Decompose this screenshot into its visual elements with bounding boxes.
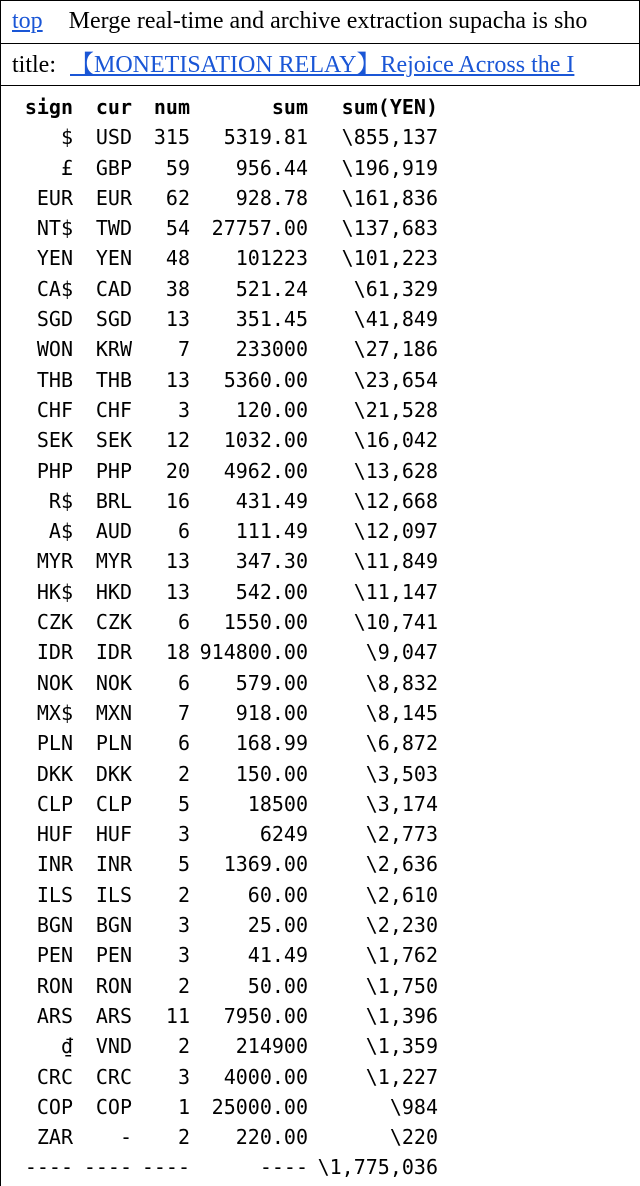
table-row <box>15 486 438 516</box>
table-row <box>15 365 438 395</box>
cell-sign: WON <box>36 337 73 362</box>
cell-num: 5 <box>177 791 190 816</box>
table-header-row <box>15 92 438 122</box>
cell-sum: 25000.00 <box>211 1094 308 1119</box>
cell-sign: EUR <box>36 185 73 210</box>
cell-sum-yen: \21,528 <box>353 397 438 422</box>
cell-cur: - <box>119 1125 132 1150</box>
cell-sign: A$ <box>48 519 73 544</box>
cell-num: 59 <box>165 155 190 180</box>
table-row <box>15 1031 438 1061</box>
cell-sum: 4000.00 <box>223 1064 308 1089</box>
cell-sum: 120.00 <box>235 397 308 422</box>
cell-sum-yen: \220 <box>389 1125 438 1150</box>
cell-cur: SEK <box>95 428 132 453</box>
cell-num: 54 <box>165 216 190 241</box>
cell-sum: 956.44 <box>235 155 308 180</box>
cell-sum: 4962.00 <box>223 458 308 483</box>
cell-num: 3 <box>177 943 190 968</box>
cell-sign: PLN <box>36 731 73 756</box>
table-row <box>15 607 438 637</box>
cell-num: 2 <box>177 973 190 998</box>
cell-sign: INR <box>36 852 73 877</box>
currency-table <box>15 92 438 1183</box>
table-row <box>15 1001 438 1031</box>
cell-cur: GBP <box>95 155 132 180</box>
cell-sum: 150.00 <box>235 761 308 786</box>
cell-cur: VND <box>95 1034 132 1059</box>
table-row <box>15 940 438 970</box>
cell-sum-yen: \855,137 <box>341 125 438 150</box>
cell-sum: 18500 <box>247 791 308 816</box>
cell-cur: BRL <box>95 488 132 513</box>
cell-num: 6 <box>177 731 190 756</box>
cell-cur: CLP <box>95 791 132 816</box>
cell-sum-yen: \11,849 <box>353 549 438 574</box>
cell-sum: 168.99 <box>235 731 308 756</box>
footer-sign: ---- <box>24 1155 73 1180</box>
cell-sum-yen: \1,359 <box>365 1034 438 1059</box>
cell-num: 13 <box>165 307 190 332</box>
cell-sum-yen: \2,230 <box>365 913 438 938</box>
cell-sum-yen: \1,762 <box>365 943 438 968</box>
header-bar <box>0 0 640 43</box>
cell-sign: $ <box>60 125 73 150</box>
table-row <box>15 213 438 243</box>
cell-sum: 431.49 <box>235 488 308 513</box>
cell-cur: AUD <box>95 519 132 544</box>
cell-sign: HK$ <box>36 579 73 604</box>
table-row <box>15 1092 438 1122</box>
table-row <box>15 728 438 758</box>
cell-num: 3 <box>177 913 190 938</box>
table-row <box>15 153 438 183</box>
cell-sum-yen: \196,919 <box>341 155 438 180</box>
col-header-num: num <box>153 95 190 119</box>
col-header-sum: sum <box>271 95 308 119</box>
cell-cur: KRW <box>95 337 132 362</box>
cell-sign: COP <box>36 1094 73 1119</box>
cell-num: 13 <box>165 579 190 604</box>
table-row <box>15 668 438 698</box>
cell-sum-yen: \2,636 <box>365 852 438 877</box>
col-header-cur: cur <box>95 95 132 119</box>
cell-sum-yen: \13,628 <box>353 458 438 483</box>
table-row <box>15 577 438 607</box>
cell-sum-yen: \10,741 <box>353 610 438 635</box>
table-row <box>15 334 438 364</box>
cell-sum: 914800.00 <box>199 640 308 665</box>
cell-num: 20 <box>165 458 190 483</box>
cell-sum-yen: \6,872 <box>365 731 438 756</box>
cell-sum: 579.00 <box>235 670 308 695</box>
table-row <box>15 516 438 546</box>
cell-sum: 214900 <box>235 1034 308 1059</box>
cell-cur: BGN <box>95 913 132 938</box>
cell-num: 2 <box>177 1125 190 1150</box>
cell-sum: 521.24 <box>235 276 308 301</box>
cell-num: 2 <box>177 882 190 907</box>
cell-num: 3 <box>177 822 190 847</box>
cell-sign: RON <box>36 973 73 998</box>
cell-sum-yen: \2,773 <box>365 822 438 847</box>
cell-num: 13 <box>165 549 190 574</box>
cell-cur: HKD <box>95 579 132 604</box>
table-row <box>15 1062 438 1092</box>
cell-cur: DKK <box>95 761 132 786</box>
cell-cur: YEN <box>95 246 132 271</box>
cell-cur: ARS <box>95 1003 132 1028</box>
cell-sum-yen: \41,849 <box>353 307 438 332</box>
cell-num: 12 <box>165 428 190 453</box>
cell-num: 315 <box>153 125 190 150</box>
cell-sum-yen: \12,097 <box>353 519 438 544</box>
cell-num: 6 <box>177 670 190 695</box>
cell-num: 38 <box>165 276 190 301</box>
cell-num: 48 <box>165 246 190 271</box>
cell-cur: SGD <box>95 307 132 332</box>
table-row <box>15 759 438 789</box>
table-footer-row <box>15 1152 438 1182</box>
cell-cur: PEN <box>95 943 132 968</box>
table-row <box>15 819 438 849</box>
cell-sign: MYR <box>36 549 73 574</box>
cell-cur: CRC <box>95 1064 132 1089</box>
cell-sum: 50.00 <box>247 973 308 998</box>
table-row <box>15 395 438 425</box>
cell-num: 7 <box>177 337 190 362</box>
cell-cur: RON <box>95 973 132 998</box>
cell-sign: MX$ <box>36 700 73 725</box>
cell-sum-yen: \11,147 <box>353 579 438 604</box>
title-link[interactable]: 【MONETISATION RELAY】Rejoice Across the I <box>70 52 575 78</box>
cell-sum-yen: \161,836 <box>341 185 438 210</box>
table-row <box>15 274 438 304</box>
cell-num: 7 <box>177 700 190 725</box>
cell-cur: MXN <box>95 700 132 725</box>
cell-sum: 5360.00 <box>223 367 308 392</box>
footer-cur: ---- <box>83 1155 132 1180</box>
cell-sign: ARS <box>36 1003 73 1028</box>
cell-sum-yen: \9,047 <box>365 640 438 665</box>
cell-cur: IDR <box>95 640 132 665</box>
cell-cur: NOK <box>95 670 132 695</box>
cell-sum: 1032.00 <box>223 428 308 453</box>
cell-sign: CLP <box>36 791 73 816</box>
cell-sum-yen: \1,227 <box>365 1064 438 1089</box>
cell-cur: HUF <box>95 822 132 847</box>
top-link[interactable]: top <box>12 8 43 34</box>
cell-sign: CA$ <box>36 276 73 301</box>
cell-sum: 918.00 <box>235 700 308 725</box>
cell-num: 11 <box>165 1003 190 1028</box>
cell-sum-yen: \61,329 <box>353 276 438 301</box>
cell-sum: 101223 <box>235 246 308 271</box>
cell-sum-yen: \101,223 <box>341 246 438 271</box>
table-row <box>15 910 438 940</box>
cell-sum: 7950.00 <box>223 1003 308 1028</box>
col-header-sum-yen: sum(YEN) <box>341 95 438 119</box>
cell-cur: CAD <box>95 276 132 301</box>
cell-cur: INR <box>95 852 132 877</box>
cell-num: 13 <box>165 367 190 392</box>
cell-sum-yen: \3,503 <box>365 761 438 786</box>
cell-sum: 928.78 <box>235 185 308 210</box>
table-row <box>15 243 438 273</box>
title-label: title: <box>12 52 56 78</box>
cell-sign: CHF <box>36 397 73 422</box>
cell-cur: ILS <box>95 882 132 907</box>
cell-sum: 1550.00 <box>223 610 308 635</box>
cell-sign: IDR <box>36 640 73 665</box>
summary-panel <box>0 86 640 1186</box>
cell-sign: ZAR <box>36 1125 73 1150</box>
table-row <box>15 183 438 213</box>
table-row <box>15 1122 438 1152</box>
cell-sum-yen: \8,832 <box>365 670 438 695</box>
cell-sum-yen: \1,750 <box>365 973 438 998</box>
cell-cur: MYR <box>95 549 132 574</box>
cell-num: 62 <box>165 185 190 210</box>
table-row <box>15 971 438 1001</box>
cell-cur: USD <box>95 125 132 150</box>
table-row <box>15 122 438 152</box>
cell-sign: ILS <box>36 882 73 907</box>
cell-sum: 220.00 <box>235 1125 308 1150</box>
table-row <box>15 880 438 910</box>
cell-num: 6 <box>177 610 190 635</box>
cell-sum-yen: \23,654 <box>353 367 438 392</box>
cell-sign: R$ <box>48 488 73 513</box>
cell-sum-yen: \2,610 <box>365 882 438 907</box>
cell-sum: 6249 <box>259 822 308 847</box>
cell-cur: THB <box>95 367 132 392</box>
table-row <box>15 304 438 334</box>
cell-cur: CZK <box>95 610 132 635</box>
cell-num: 2 <box>177 761 190 786</box>
cell-sum-yen: \137,683 <box>341 216 438 241</box>
cell-sum-yen: \984 <box>389 1094 438 1119</box>
cell-num: 3 <box>177 397 190 422</box>
table-row <box>15 425 438 455</box>
cell-sum-yen: \8,145 <box>365 700 438 725</box>
cell-sign: YEN <box>36 246 73 271</box>
cell-sum: 351.45 <box>235 307 308 332</box>
cell-num: 2 <box>177 1034 190 1059</box>
table-row <box>15 698 438 728</box>
cell-cur: CHF <box>95 397 132 422</box>
cell-sum-yen: \1,396 <box>365 1003 438 1028</box>
cell-sign: £ <box>60 155 73 180</box>
cell-sign: NT$ <box>36 216 73 241</box>
footer-total-yen: \1,775,036 <box>317 1155 438 1180</box>
cell-cur: EUR <box>95 185 132 210</box>
cell-sign: PEN <box>36 943 73 968</box>
table-body <box>15 122 438 1152</box>
cell-num: 16 <box>165 488 190 513</box>
cell-sign: SEK <box>36 428 73 453</box>
cell-cur: PLN <box>95 731 132 756</box>
cell-sign: ₫ <box>60 1034 73 1059</box>
cell-sum-yen: \3,174 <box>365 791 438 816</box>
cell-sign: HUF <box>36 822 73 847</box>
cell-sum-yen: \12,668 <box>353 488 438 513</box>
cell-sign: SGD <box>36 307 73 332</box>
footer-sum: ---- <box>259 1155 308 1180</box>
cell-sum: 5319.81 <box>223 125 308 150</box>
cell-num: 6 <box>177 519 190 544</box>
footer-num: ---- <box>141 1155 190 1180</box>
cell-sign: CZK <box>36 610 73 635</box>
cell-cur: COP <box>95 1094 132 1119</box>
cell-sum: 60.00 <box>247 882 308 907</box>
cell-cur: TWD <box>95 216 132 241</box>
cell-sum: 41.49 <box>247 943 308 968</box>
cell-sign: DKK <box>36 761 73 786</box>
cell-sum: 111.49 <box>235 519 308 544</box>
cell-sum: 542.00 <box>235 579 308 604</box>
table-row <box>15 546 438 576</box>
cell-sum: 27757.00 <box>211 216 308 241</box>
marquee-text: Merge real-time and archive extraction supacha is sho <box>68 8 588 34</box>
title-bar <box>0 43 640 86</box>
cell-sum: 25.00 <box>247 913 308 938</box>
table-row <box>15 789 438 819</box>
cell-sign: THB <box>36 367 73 392</box>
cell-sum: 233000 <box>235 337 308 362</box>
cell-sign: BGN <box>36 913 73 938</box>
cell-num: 3 <box>177 1064 190 1089</box>
cell-sum: 347.30 <box>235 549 308 574</box>
cell-sum-yen: \16,042 <box>353 428 438 453</box>
cell-num: 5 <box>177 852 190 877</box>
col-header-sign: sign <box>24 95 73 119</box>
cell-num: 1 <box>177 1094 190 1119</box>
table-row <box>15 456 438 486</box>
cell-sum-yen: \27,186 <box>353 337 438 362</box>
cell-num: 18 <box>165 640 190 665</box>
cell-sign: PHP <box>36 458 73 483</box>
cell-sum: 1369.00 <box>223 852 308 877</box>
cell-cur: PHP <box>95 458 132 483</box>
table-row <box>15 849 438 879</box>
cell-sign: CRC <box>36 1064 73 1089</box>
cell-sign: NOK <box>36 670 73 695</box>
table-row <box>15 637 438 667</box>
